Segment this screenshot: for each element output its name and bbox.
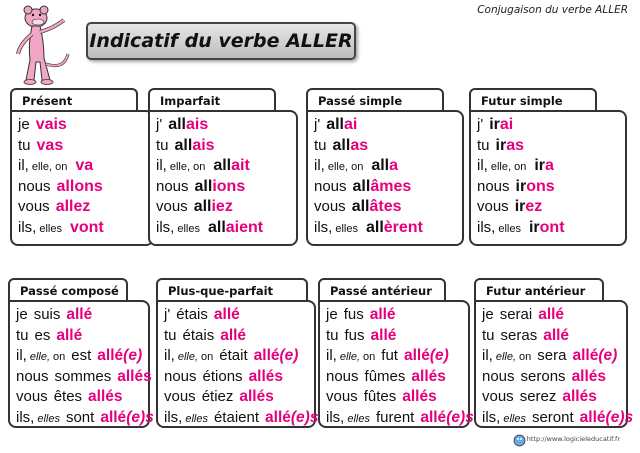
conjugation-row — [16, 408, 154, 430]
pronoun: ils, — [477, 218, 496, 236]
auxiliary-verb: êtes — [53, 388, 83, 405]
auxiliary-verb: étiez — [201, 388, 234, 405]
pronoun: ils, — [18, 218, 37, 236]
past-participle — [97, 347, 142, 365]
conjugation-row — [482, 408, 634, 430]
pronoun: il, — [18, 157, 29, 174]
verb-stem: all — [168, 116, 186, 133]
pronoun: vous — [156, 198, 188, 215]
pronoun: ils, — [326, 408, 345, 426]
pronoun: il, — [482, 347, 493, 364]
verb-form — [326, 116, 357, 134]
verb-form — [194, 198, 233, 216]
verb-stem: all — [371, 157, 390, 174]
verb-ending: aient — [225, 218, 264, 236]
past-participle — [580, 409, 633, 427]
participle-stem: allé — [97, 347, 124, 364]
tense-card — [318, 278, 474, 428]
verb-stem: all — [213, 157, 232, 174]
verb-form — [56, 198, 91, 216]
conjugation-row — [164, 388, 314, 409]
verb-ending: iez — [211, 198, 233, 215]
conjugation-row — [477, 219, 625, 240]
tense-name: Futur simple — [469, 88, 597, 112]
verb-ending: allons — [56, 177, 103, 195]
pronoun: il, — [326, 347, 337, 364]
participle-agreement: (e)s — [446, 408, 474, 426]
verb-form — [70, 219, 104, 237]
pronoun-extra: elles — [177, 222, 200, 235]
pronoun: vous — [326, 388, 358, 405]
participle-stem: allé — [369, 306, 396, 323]
participle-stem: allés — [571, 367, 607, 385]
pronoun-extra: elles — [347, 412, 370, 425]
pronoun-extra: on — [53, 351, 66, 363]
past-participle — [88, 388, 122, 406]
participle-stem: allés — [248, 367, 284, 385]
tense-card — [10, 88, 154, 246]
tense-name: Présent — [10, 88, 138, 112]
verb-stem: all — [351, 198, 370, 215]
verb-form — [534, 157, 554, 175]
verb-ending: vas — [36, 136, 64, 154]
pronoun-extra: elle, — [177, 351, 199, 363]
pronoun: vous — [482, 388, 514, 405]
auxiliary-verb: serons — [520, 367, 566, 385]
verb-ending: ons — [526, 177, 555, 195]
participle-agreement: (e) — [598, 347, 618, 364]
conjugation-row — [18, 198, 152, 219]
conjugation-row — [314, 116, 462, 137]
participle-agreement: (e) — [429, 347, 449, 364]
conjugation-row — [18, 178, 152, 199]
tense-name: Imparfait — [148, 88, 276, 112]
pronoun-extra: elle, — [339, 351, 361, 363]
pronoun: j' — [164, 306, 171, 323]
tense-card — [156, 278, 319, 428]
conjugation-row — [164, 347, 314, 368]
conjugation-row — [156, 116, 296, 137]
pronoun: tu — [164, 326, 177, 344]
verb-ending: âtes — [369, 198, 402, 215]
verb-ending: ais — [186, 116, 209, 133]
pronoun: tu — [326, 326, 339, 344]
past-participle — [220, 327, 246, 345]
tense-name: Passé antérieur — [318, 278, 446, 302]
conjugation-row — [482, 306, 626, 327]
participle-stem: allés — [117, 367, 152, 385]
tense-name: Passé simple — [306, 88, 444, 112]
participle-stem: allé — [265, 408, 291, 426]
pronoun-extra: elles — [335, 222, 358, 235]
verb-form — [353, 178, 412, 196]
conjugation-list — [10, 110, 154, 246]
title-box — [86, 22, 356, 60]
past-participle — [402, 388, 436, 406]
verb-stem: ir — [489, 116, 500, 133]
verb-stem: ir — [514, 198, 526, 215]
verb-ending: vont — [69, 218, 104, 236]
participle-stem: allés — [562, 388, 597, 405]
pronoun-extra: on — [519, 351, 532, 363]
auxiliary-verb: est — [71, 347, 92, 364]
conjugation-row — [477, 157, 625, 178]
conjugation-list — [306, 110, 464, 246]
conjugation-list — [474, 300, 634, 428]
verb-form — [515, 198, 543, 216]
verb-ending: vais — [35, 116, 67, 133]
pronoun: nous — [326, 367, 359, 385]
verb-form — [333, 137, 369, 155]
pronoun: nous — [477, 177, 510, 195]
conjugation-row — [18, 116, 152, 137]
auxiliary-verb: fûtes — [363, 388, 397, 405]
verb-form — [529, 219, 565, 237]
past-participle — [66, 306, 92, 324]
pronoun-extra: on — [201, 351, 214, 363]
auxiliary-verb: fûmes — [364, 367, 406, 385]
conjugation-row — [16, 306, 148, 327]
auxiliary-verb: serai — [499, 306, 533, 323]
pronoun: je — [16, 306, 28, 323]
pronoun-extra: elle, on — [490, 161, 527, 173]
pronoun: il, — [477, 157, 488, 174]
conjugation-row — [18, 219, 152, 240]
past-participle — [538, 306, 564, 324]
pronoun-extra: elle, — [29, 351, 51, 363]
participle-stem: allé — [403, 347, 430, 364]
verb-stem: all — [174, 136, 193, 154]
pronoun: nous — [482, 367, 515, 385]
verb-form — [195, 178, 246, 196]
pronoun: vous — [18, 198, 50, 215]
page-title: Indicatif du verbe ALLER — [89, 30, 353, 52]
verb-stem: ir — [515, 177, 527, 195]
past-participle — [371, 327, 397, 345]
auxiliary-verb: étions — [202, 367, 243, 385]
pronoun-extra: elles — [39, 222, 62, 235]
verb-ending: ais — [192, 136, 215, 154]
verb-ending: ai — [499, 116, 514, 133]
pronoun: il, — [156, 157, 167, 174]
conjugation-row — [156, 157, 296, 178]
verb-form — [213, 157, 249, 175]
conjugation-row — [164, 327, 314, 348]
verb-ending: ez — [525, 198, 543, 215]
pronoun-extra: elles — [503, 412, 526, 425]
verb-ending: a — [389, 157, 399, 174]
past-participle — [214, 306, 240, 324]
participle-stem: allé — [420, 408, 447, 426]
pronoun: ils, — [164, 408, 183, 426]
conjugation-row — [156, 198, 296, 219]
conjugation-row — [482, 347, 626, 368]
past-participle — [370, 306, 396, 324]
conjugation-row — [326, 327, 468, 348]
verb-form — [75, 157, 93, 175]
verb-form — [57, 178, 103, 196]
verb-stem: all — [352, 177, 371, 195]
pronoun: vous — [16, 388, 48, 405]
tense-name: Futur antérieur — [474, 278, 604, 302]
pink-panther-illustration — [6, 4, 74, 86]
conjugation-row — [314, 219, 462, 240]
conjugation-row — [314, 178, 462, 199]
pronoun: ils, — [482, 408, 501, 426]
header-caption: Conjugaison du verbe ALLER — [477, 4, 628, 16]
conjugation-row — [314, 198, 462, 219]
auxiliary-verb: suis — [33, 306, 61, 323]
verb-form — [168, 116, 208, 134]
pronoun-extra: elle, on — [327, 161, 364, 173]
conjugation-row — [482, 388, 626, 409]
past-participle — [572, 347, 617, 365]
verb-stem: all — [207, 218, 226, 236]
pronoun: tu — [477, 136, 490, 154]
verb-form — [371, 157, 398, 175]
auxiliary-verb: serez — [519, 388, 557, 405]
pronoun: vous — [164, 388, 196, 405]
participle-stem: allés — [402, 388, 437, 405]
pronoun: nous — [18, 177, 51, 195]
conjugation-row — [164, 368, 314, 389]
past-participle — [249, 368, 283, 386]
past-participle — [404, 347, 449, 365]
past-participle — [56, 327, 82, 345]
verb-ending: as — [506, 136, 524, 154]
tense-card — [8, 278, 154, 428]
logo-icon — [513, 434, 526, 447]
conjugation-row — [156, 219, 296, 240]
conjugation-row — [326, 306, 468, 327]
auxiliary-verb: fus — [344, 326, 365, 344]
participle-agreement: (e)s — [126, 408, 154, 426]
pronoun: nous — [16, 367, 49, 385]
conjugation-row — [326, 408, 474, 430]
past-participle — [100, 409, 153, 427]
auxiliary-verb: étais — [182, 326, 215, 344]
verb-form — [496, 137, 524, 155]
verb-ending: allez — [55, 198, 91, 215]
verb-form — [208, 219, 263, 237]
conjugation-row — [482, 368, 626, 389]
pronoun-extra: elle, on — [31, 161, 68, 173]
pronoun: je — [18, 116, 30, 133]
auxiliary-verb: sera — [537, 347, 567, 364]
past-participle — [117, 368, 151, 386]
past-participle — [572, 368, 606, 386]
verb-ending: ont — [539, 218, 565, 236]
participle-stem: allé — [543, 326, 570, 344]
pronoun: ils, — [16, 408, 35, 426]
pronoun: tu — [156, 136, 169, 154]
auxiliary-verb: sont — [65, 408, 95, 426]
pronoun: j' — [314, 116, 321, 133]
verb-ending: va — [75, 157, 94, 174]
participle-agreement: (e)s — [605, 408, 634, 426]
conjugation-row — [16, 347, 148, 368]
verb-form — [516, 178, 555, 196]
verb-stem: all — [332, 136, 351, 154]
conjugation-list — [469, 110, 627, 246]
pronoun: tu — [314, 136, 327, 154]
past-participle — [239, 388, 273, 406]
conjugation-row — [314, 157, 462, 178]
conjugation-row — [16, 327, 148, 348]
past-participle — [420, 409, 473, 427]
pronoun: tu — [18, 136, 31, 154]
auxiliary-verb: seront — [531, 408, 574, 426]
pronoun: vous — [477, 198, 509, 215]
verb-stem: all — [193, 198, 212, 215]
conjugation-row — [477, 137, 625, 158]
conjugation-row — [477, 198, 625, 219]
past-participle — [562, 388, 596, 406]
pronoun: il, — [314, 157, 325, 174]
conjugation-row — [477, 116, 625, 137]
conjugation-row — [482, 327, 626, 348]
participle-agreement: (e) — [123, 347, 143, 364]
tense-card — [474, 278, 634, 428]
verb-stem: ir — [495, 136, 507, 154]
tense-card — [148, 88, 298, 246]
conjugation-list — [148, 110, 298, 246]
participle-agreement: (e) — [279, 347, 299, 364]
pronoun: je — [482, 306, 494, 323]
conjugation-list — [318, 300, 474, 428]
participle-stem: allé — [220, 326, 247, 344]
pronoun: ils, — [314, 218, 333, 236]
pronoun: nous — [164, 367, 197, 385]
pronoun-extra: elles — [37, 412, 60, 425]
past-participle — [254, 347, 299, 365]
participle-stem: allé — [253, 347, 280, 364]
pronoun-extra: elle, on — [169, 161, 206, 173]
verb-stem: all — [194, 177, 213, 195]
pronoun: nous — [156, 177, 189, 195]
conjugation-row — [326, 368, 468, 389]
verb-stem: all — [365, 218, 384, 236]
auxiliary-verb: furent — [375, 408, 415, 426]
pronoun: tu — [16, 326, 29, 344]
conjugation-row — [326, 347, 468, 368]
tense-card — [469, 88, 627, 246]
conjugation-list — [8, 300, 154, 428]
pronoun: j' — [156, 116, 163, 133]
participle-stem: allé — [579, 408, 606, 426]
auxiliary-verb: étais — [176, 306, 208, 323]
verb-stem: all — [326, 116, 344, 133]
verb-stem: ir — [534, 157, 545, 174]
participle-stem: allé — [572, 347, 599, 364]
participle-stem: allés — [88, 388, 123, 405]
pronoun-extra: elles — [185, 412, 208, 425]
participle-stem: allé — [66, 306, 93, 323]
auxiliary-verb: seras — [500, 326, 538, 344]
pronoun: je — [326, 306, 338, 323]
verb-ending: as — [350, 136, 369, 154]
participle-stem: allé — [100, 408, 127, 426]
conjugation-row — [16, 367, 152, 389]
verb-ending: a — [545, 157, 554, 174]
pronoun-extra: elles — [498, 222, 521, 235]
past-participle — [265, 409, 318, 427]
past-participle — [543, 327, 569, 345]
conjugation-row — [164, 306, 314, 327]
conjugation-row — [156, 137, 296, 158]
conjugation-row — [314, 137, 462, 158]
pronoun: il, — [16, 347, 27, 364]
verb-form — [489, 116, 513, 134]
verb-form — [352, 198, 402, 216]
conjugation-row — [326, 388, 468, 409]
pronoun: il, — [164, 347, 175, 364]
verb-ending: ions — [212, 177, 246, 195]
pronoun: j' — [477, 116, 484, 133]
conjugation-row — [477, 178, 625, 199]
participle-stem: allés — [411, 367, 446, 385]
verb-ending: ait — [231, 157, 250, 174]
conjugation-row — [18, 157, 152, 178]
participle-stem: allé — [538, 306, 565, 323]
verb-form — [175, 137, 215, 155]
participle-stem: allé — [56, 326, 83, 344]
past-participle — [411, 368, 445, 386]
tense-card — [306, 88, 464, 246]
verb-form — [37, 137, 64, 155]
pronoun: tu — [482, 326, 495, 344]
conjugation-row — [164, 408, 319, 430]
participle-stem: allé — [213, 306, 240, 323]
auxiliary-verb: était — [219, 347, 248, 364]
pronoun: nous — [314, 177, 347, 195]
auxiliary-verb: étaient — [213, 408, 260, 426]
verb-stem: ir — [528, 218, 540, 236]
participle-stem: allés — [239, 388, 274, 405]
tense-name: Passé composé — [8, 278, 128, 302]
tense-name: Plus-que-parfait — [156, 278, 308, 302]
footer-url: http://www.logicieleducatif.fr — [526, 435, 620, 443]
auxiliary-verb: fut — [381, 347, 398, 364]
auxiliary-verb: sommes — [54, 367, 112, 385]
auxiliary-verb: es — [34, 326, 51, 344]
pronoun-extra: elle, — [495, 351, 517, 363]
participle-stem: allé — [370, 326, 397, 344]
verb-form — [36, 116, 67, 134]
verb-form — [366, 219, 423, 237]
auxiliary-verb: fus — [343, 306, 364, 323]
participle-agreement: (e)s — [290, 408, 319, 426]
verb-ending: ai — [344, 116, 358, 133]
pronoun: vous — [314, 198, 346, 215]
conjugation-row — [18, 137, 152, 158]
conjugation-row — [156, 178, 296, 199]
conjugation-list — [156, 300, 319, 428]
pronoun: ils, — [156, 218, 175, 236]
verb-ending: âmes — [370, 177, 412, 195]
conjugation-row — [16, 388, 148, 409]
verb-ending: èrent — [383, 218, 423, 236]
pronoun-extra: on — [363, 351, 376, 363]
